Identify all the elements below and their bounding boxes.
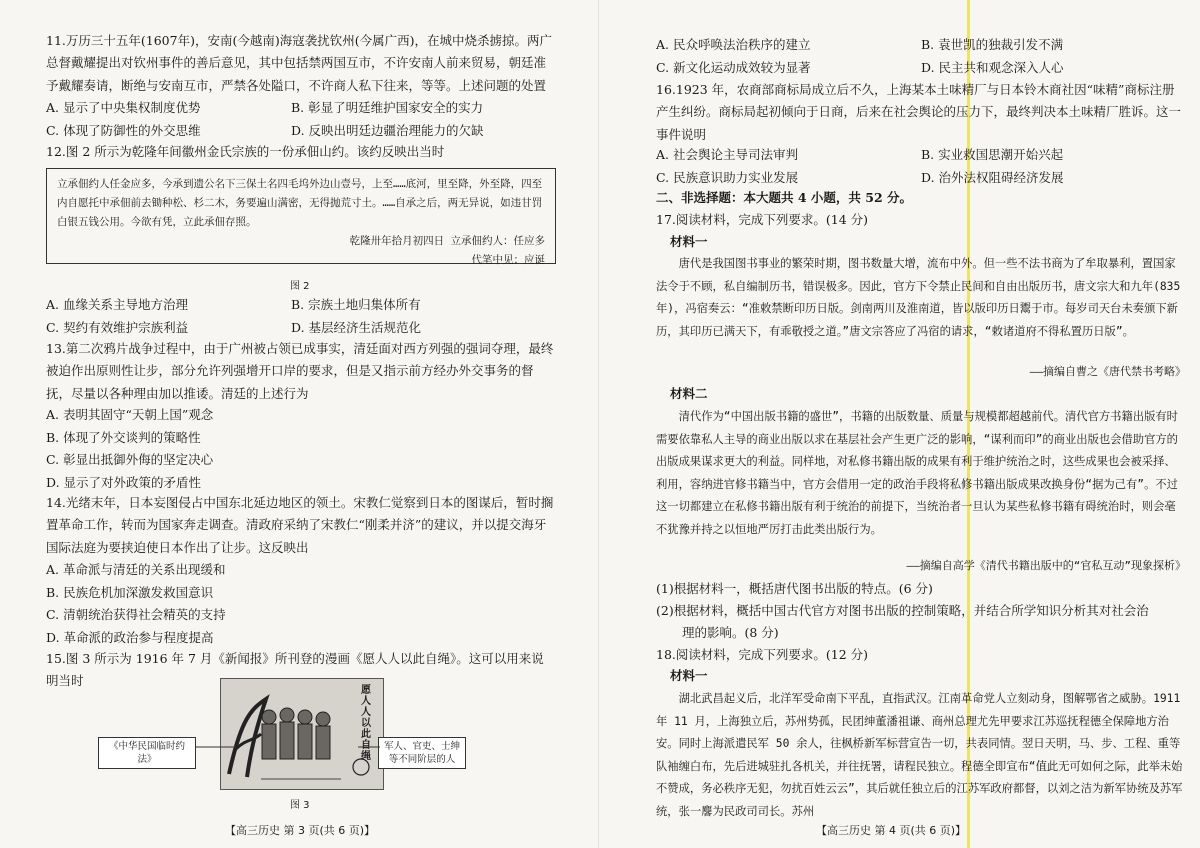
q17-requirement-1: (1)根据材料一，概括唐代图书出版的特点。(6 分) <box>656 581 933 596</box>
contract-quote-box <box>46 168 556 264</box>
q14-option-a: A. 革命派与清廷的关系出现缓和 <box>46 562 226 577</box>
q17-requirement-2: (2)根据材料，概括中国古代官方对图书出版的控制策略，并结合所学知识分析其对社会治 <box>656 603 1149 618</box>
q11-option-c: C. 体现了防御性的外交思维 <box>46 122 201 138</box>
q15-option-c: C. 新文化运动成效较为显著 <box>656 59 811 75</box>
q13-option-a: A. 表明其固守“天朝上国”观念 <box>46 407 214 422</box>
q17-material-2-source: ——摘编自高学《清代书籍出版中的“官私互动”现象探析》 <box>906 559 1186 572</box>
q15-stem: 15.图 3 所示为 1916 年 7 月《新闻报》所刊登的漫画《愿人人以此自绳》。这可以用来说明当时 <box>46 651 544 689</box>
q14-stem: 14.光绪末年，日本妄图侵占中国东北延边地区的领土。宋教仁觉察到日本的图谋后，暂时搁置革命工作，转而为国家奔走调查。清政府采纳了宋教仁“刚柔并济”的建议，并以提交海牙国际法庭为要挟迫使日本作出了让步。这反映出 <box>46 495 554 555</box>
q11-option-a: A. 显示了中央集权制度优势 <box>46 100 201 115</box>
q11-option-b: B. 彰显了明廷维护国家安全的实力 <box>291 100 484 115</box>
q18-material-1-title: 材料一 <box>670 668 708 683</box>
cartoon-figure <box>220 678 384 790</box>
cartoon-illustration <box>221 679 383 789</box>
q12-option-a: A. 血缘关系主导地方治理 <box>46 297 188 312</box>
page-4-footer: 【高三历史 第 4 页(共 6 页)】 <box>816 824 967 837</box>
contract-witness: 代笔中见：应诞 <box>471 254 545 266</box>
q17-requirement-2-cont: 理的影响。(8 分) <box>682 625 779 640</box>
callout-social-classes: 军人、官吏、士绅等不同阶层的人 <box>378 737 466 769</box>
q14-option-b: B. 民族危机加深激发救国意识 <box>46 584 214 600</box>
q13-option-b: B. 体现了外交谈判的策略性 <box>46 429 201 445</box>
q11-option-d: D. 反映出明廷边疆治理能力的欠缺 <box>291 122 484 138</box>
q18-material-1: 湖北武昌起义后，北洋军受命南下平乱，直指武汉。江南革命党人立刻动身，图解鄂省之威胁。1911 年 11 月，上海独立后，苏州势孤，民团绅董潘祖谦、商州总理尤先甲要求江苏巡抚程德全保障地方治安。同时上海派遣民军 50 余人，往枫桥新军标营宣告一切，共表同情。翌日天明，马、步、工程、重等队袖缠白布，先后进城驻扎各机关，并往抚署，请程民独立。程德全即宣布“值此无可如何之际，此举未始不赞成，务必秩序无犯，勿扰百姓云云”，其后就任独立后的江苏军政府都督，以刘之洁为新军协统及苏军统，张一麐为民政司司长。苏州 <box>656 692 1183 818</box>
contract-text: 立承佃约人任金应多，今承到遗公名下三保土名四毛坞外边山壹号，上至……底河，里至降，外至降，四至内自愿托中承佃前去锄种松、杉二木，务要遍山满密，无得抛荒寸土。……自承之后，两无异说，如违甘罚白银五钱公用。今欲有凭，立此承佃存照。 <box>57 178 543 228</box>
q17-material-1: 唐代是我国图书事业的繁荣时期，图书数量大增，流布中外。但一些不法书商为了牟取暴利，置国家法令于不顾，私自编制历书，错误极多。因此，官方下令禁止民间和自由出版历书，唐文宗大和九年(835 年)，冯宿奏云：“准敕禁断印历日版。剑南两川及淮南道，皆以版印历日鬻于市。每岁司天台未奏颁下新历，其印历已满天下，有乖敬授之道。”唐文宗答应了冯宿的请求，“敕诸道府不得私置历日版”。 <box>656 257 1181 338</box>
cartoon-title: 愿人人以此自绳 <box>361 685 371 762</box>
q12-option-b: B. 宗族土地归集体所有 <box>291 297 421 312</box>
contract-signature: 乾隆卅年拾月初四日 立承佃约人：任应多 <box>349 235 545 247</box>
q17-stem: 17.阅读材料，完成下列要求。(14 分) <box>656 212 869 227</box>
q12-option-c: C. 契约有效维护宗族利益 <box>46 319 189 335</box>
q15-option-b: B. 袁世凯的独裁引发不满 <box>921 37 1064 52</box>
callout-right-pointer <box>358 744 380 750</box>
q16-option-b: B. 实业救国思潮开始兴起 <box>921 147 1064 162</box>
q12-option-d: D. 基层经济生活规范化 <box>291 319 422 335</box>
q18-stem: 18.阅读材料，完成下列要求。(12 分) <box>656 647 869 662</box>
q16-stem: 16.1923 年，农商部商标局成立后不久，上海某本土味精厂与日本铃木商社因“味精”商标注册产生纠纷。商标局起初倾向于日商，后来在社会舆论的压力下，最终判决本土味精厂胜诉。这一事件说明 <box>656 82 1182 142</box>
q15-option-a: A. 民众呼唤法治秩序的建立 <box>656 37 811 52</box>
q11-stem: 11.万历三十五年(1607年)，安南(今越南)海寇袭扰钦州(今属广西)，在城中烧杀掳掠。两广总督戴耀提出对钦州事件的善后意见，其中包括禁两国互市，不许安南人前来贸易，朝廷准予戴耀奏请，断绝与安南互市，严禁各处隘口，不许商人私下往来，等等。上述问题的处置 <box>46 33 552 93</box>
callout-left-pointer <box>196 744 236 750</box>
q17-material-2-title: 材料二 <box>670 386 708 401</box>
q16-option-d: D. 治外法权阻碍经济发展 <box>921 169 1064 185</box>
q14-options <box>46 559 556 649</box>
q13-option-d: D. 显示了对外政策的矛盾性 <box>46 474 202 490</box>
q17-material-1-source: ——摘编自曹之《唐代禁书考略》 <box>1029 365 1186 378</box>
q16-options <box>656 144 1186 189</box>
q12-stem: 12.图 2 所示为乾隆年间徽州金氏宗族的一份承佃山约。该约反映出当时 <box>46 144 445 159</box>
callout-constitution: 《中华民国临时约法》 <box>98 737 196 769</box>
q13-stem: 13.第二次鸦片战争过程中，由于广州被占领已成事实，清廷面对西方列强的强词夺理，最终被迫作出原则性让步，部分允许列强增开口岸的要求，但是又指示前方经办外交事务的督抚，尽量以各种理由加以推诿。清廷的上述行为 <box>46 341 554 401</box>
page-4 <box>600 0 1200 848</box>
figure-3-caption: 图 3 <box>290 800 310 811</box>
q13-option-c: C. 彰显出抵御外侮的坚定决心 <box>46 452 214 467</box>
q17-material-2: 清代作为“中国出版书籍的盛世”，书籍的出版数量、质量与规模都超越前代。清代官方书籍出版有时需要依靠私人主导的商业出版以求在基层社会产生更广泛的影响，“谋利而印”的商业出版也会借助官方的出版成果谋求更大的利益。同样地，对私修书籍出版的成果有利于维护统治之时，这些成果也会被采择、利用，容纳进官修书籍当中，官方会借用一定的政治手段将私修书籍出版成果改换身份“据为己有”。不过这一切都建立在私修书籍出版有利于统治的前提下，当统治者一旦认为某些私修书籍有碍统治时，则会毫不犹豫并持之以恒地严厉打击此类出版行为。 <box>656 410 1178 536</box>
q13-options <box>46 404 556 494</box>
q15-options <box>656 34 1186 79</box>
q14-option-d: D. 革命派的政治参与程度提高 <box>46 629 214 645</box>
q12-options <box>46 294 556 339</box>
figure-2-caption: 图 2 <box>290 281 310 292</box>
q17-material-1-title: 材料一 <box>670 234 708 249</box>
q16-option-c: C. 民族意识助力实业发展 <box>656 169 799 185</box>
q16-option-a: A. 社会舆论主导司法审判 <box>656 147 798 162</box>
section-2-heading: 二、非选择题：本大题共 4 小题，共 52 分。 <box>656 190 913 205</box>
q11-options <box>46 97 556 142</box>
q14-option-c: C. 清朝统治获得社会精英的支持 <box>46 607 226 622</box>
q15-option-d: D. 民主共和观念深入人心 <box>921 59 1064 75</box>
page-3-footer: 【高三历史 第 3 页(共 6 页)】 <box>225 824 376 837</box>
